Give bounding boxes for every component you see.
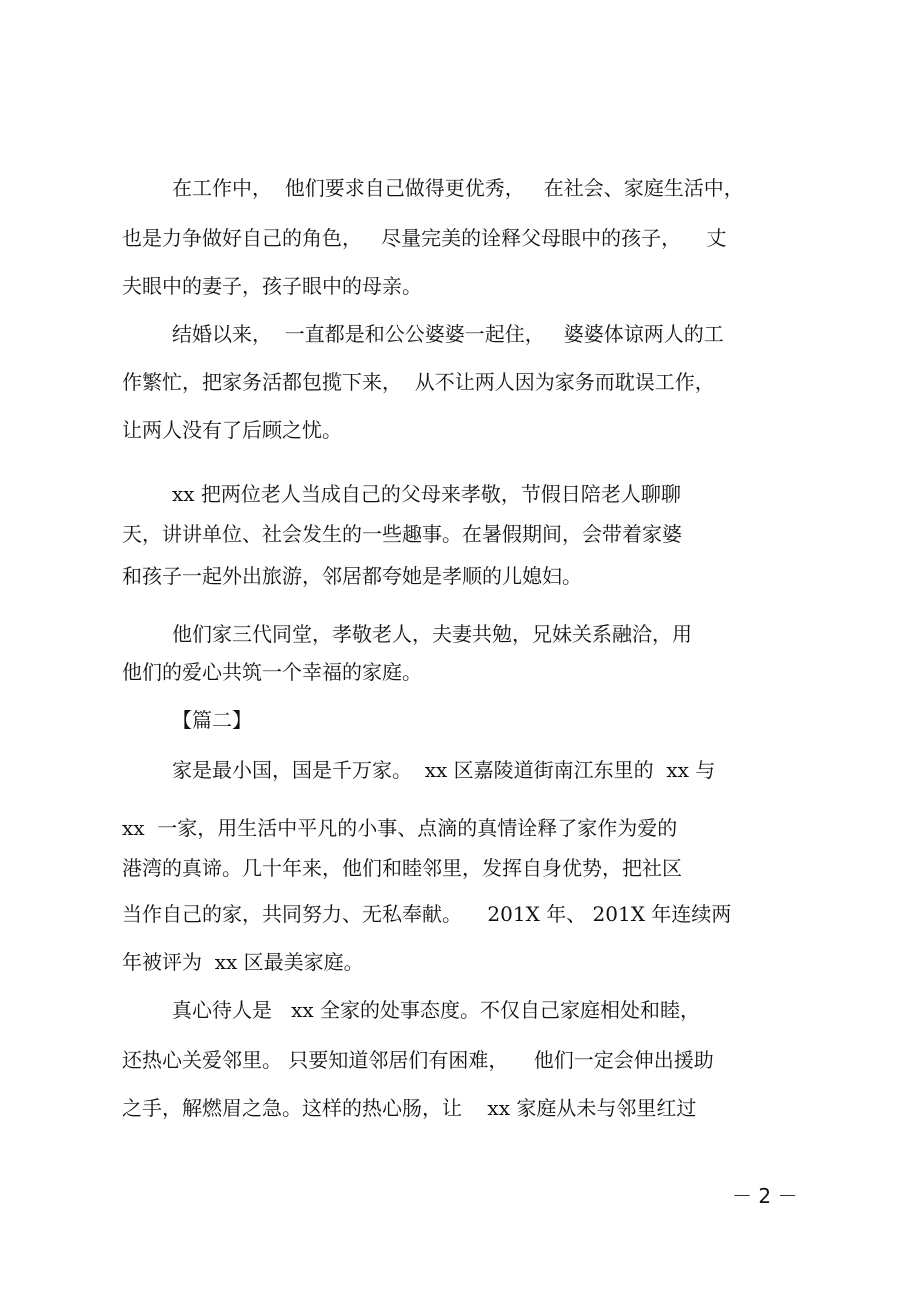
paragraph-8-line-1: 还热心关爱邻里。 只要知道邻居们有困难， 他们一定会伸出援助 <box>122 1048 714 1072</box>
paragraph-5-line-1: 家是最小国，国是千万家。 xx 区嘉陵道街南江东里的 xx 与 <box>172 758 716 782</box>
paragraph-3-line-2: 天，讲讲单位、社会发生的一些趣事。在暑假期间，会带着家婆 <box>122 522 682 546</box>
paragraph-6-line-3: 当作自己的家，共同努力、无私奉献。 201X 年、 201X 年连续两 <box>122 902 732 926</box>
paragraph-6-line-4: 年被评为 xx 区最美家庭。 <box>122 950 364 974</box>
paragraph-3-line-1: xx 把两位老人当成自己的父母来孝敬，节假日陪老人聊聊 <box>172 482 681 506</box>
paragraph-8-line-2: 之手，解燃眉之急。这样的热心肠，让 xx 家庭从未与邻里红过 <box>122 1096 697 1120</box>
paragraph-6-line-2: 港湾的真谛。几十年来，他们和睦邻里，发挥自身优势，把社区 <box>122 856 682 880</box>
section-heading: 【篇二】 <box>172 708 252 732</box>
page-number: － 2 － <box>732 1184 798 1208</box>
paragraph-2-line-3: 让两人没有了后顾之忧。 <box>122 418 342 442</box>
paragraph-1-line-3: 夫眼中的妻子，孩子眼中的母亲。 <box>122 274 422 298</box>
paragraph-4-line-2: 他们的爱心共筑一个幸福的家庭。 <box>122 660 422 684</box>
paragraph-2-line-1: 结婚以来， 一直都是和公公婆婆一起住， 婆婆体谅两人的工 <box>172 322 724 346</box>
paragraph-4-line-1: 他们家三代同堂，孝敬老人，夫妻共勉，兄妹关系融洽，用 <box>172 622 692 646</box>
paragraph-3-line-3: 和孩子一起外出旅游，邻居都夸她是孝顺的儿媳妇。 <box>122 564 582 588</box>
paragraph-2-line-2: 作繁忙，把家务活都包揽下来， 从不让两人因为家务而耽误工作， <box>122 370 715 394</box>
paragraph-1-line-2: 也是力争做好自己的角色， 尽量完美的诠释父母眼中的孩子， 丈 <box>122 226 727 250</box>
paragraph-1-line-1: 在工作中， 他们要求自己做得更优秀， 在社会、家庭生活中， <box>172 176 744 200</box>
paragraph-6-line-1: xx 一家，用生活中平凡的小事、点滴的真情诠释了家作为爱的 <box>122 816 678 840</box>
paragraph-7-line-1: 真心待人是 xx 全家的处事态度。不仅自己家庭相处和睦， <box>172 998 700 1022</box>
